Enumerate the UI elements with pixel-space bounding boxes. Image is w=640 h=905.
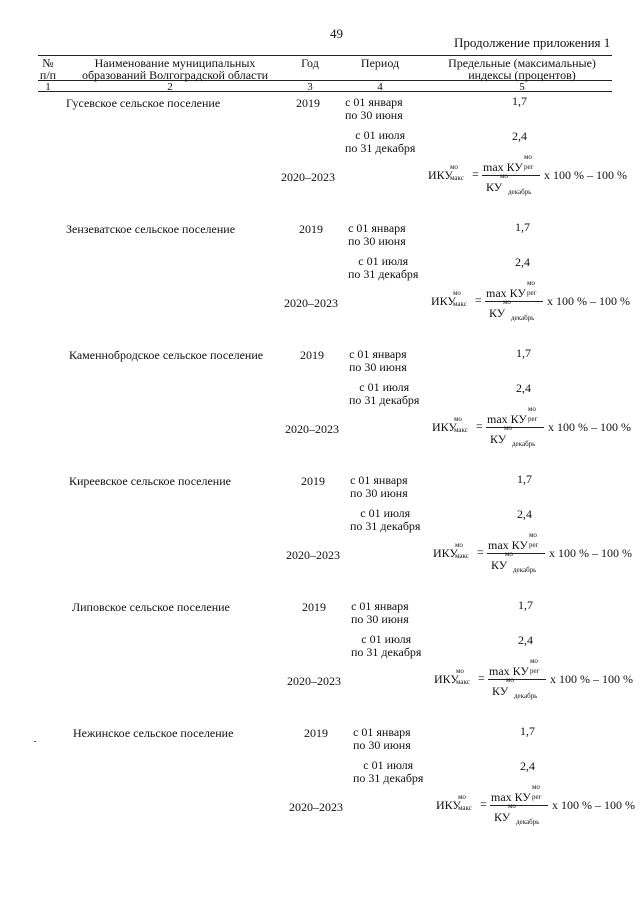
col-number-5: 5	[519, 81, 525, 93]
formula-ikm: ИКУ мо макс	[431, 289, 467, 308]
year-2019: 2019	[296, 96, 320, 110]
year-2020-2023: 2020–2023	[285, 422, 339, 436]
municipality-name: Каменнобродское сельское поселение	[69, 348, 264, 362]
index-value-first-half: 1,7	[517, 472, 532, 486]
formula-tail: х 100 % – 100 %	[544, 168, 627, 182]
period-first-half: с 01 января по 30 июня	[345, 95, 403, 122]
municipality-name: Гусевское сельское поселение	[66, 96, 221, 110]
table-row	[8, 726, 640, 852]
formula-equals: =	[477, 545, 484, 559]
period-second-half: с 01 июля по 31 декабря	[353, 758, 424, 785]
fraction-bar	[485, 301, 543, 302]
header-num: № п/п	[39, 56, 57, 82]
year-2019: 2019	[302, 600, 326, 614]
index-value-second-half: 2,4	[520, 759, 535, 773]
page-number: 49	[330, 26, 343, 41]
municipality-name: Киреевское сельское поселение	[69, 474, 231, 488]
index-value-second-half: 2,4	[518, 633, 533, 647]
header-period: Период	[360, 56, 400, 70]
year-2019: 2019	[300, 348, 324, 362]
formula-denominator: КУ мо декабрь	[489, 298, 535, 322]
period-first-half: с 01 января по 30 июня	[353, 725, 411, 752]
fraction-bar	[482, 175, 540, 176]
col-number-4: 4	[377, 81, 383, 93]
col-number-1: 1	[45, 81, 51, 93]
year-2019: 2019	[304, 726, 328, 740]
formula-denominator: КУ мо декабрь	[490, 424, 536, 448]
year-2019: 2019	[301, 474, 325, 488]
col-number-3: 3	[307, 81, 313, 93]
year-2020-2023: 2020–2023	[289, 800, 343, 814]
formula-numerator: max КУ мо рег	[489, 657, 540, 678]
municipality-name: Зензеватское сельское поселение	[66, 222, 236, 236]
index-value-second-half: 2,4	[516, 381, 531, 395]
table-row	[6, 600, 640, 726]
period-second-half: с 01 июля по 31 декабря	[345, 128, 416, 155]
formula-numerator: max КУ мо рег	[486, 279, 537, 300]
period-first-half: с 01 января по 30 июня	[351, 599, 409, 626]
table-row	[4, 348, 640, 474]
continuation-note: Продолжение приложения 1	[454, 35, 611, 50]
table-row	[5, 474, 640, 600]
municipality-name: Липовское сельское поселение	[72, 600, 230, 614]
period-second-half: с 01 июля по 31 декабря	[348, 254, 419, 281]
formula-denominator: КУ мо декабрь	[492, 676, 538, 700]
formula-ikm: ИКУ мо макс	[432, 415, 468, 434]
formula-ikm: ИКУ мо макс	[434, 667, 470, 686]
fraction-bar	[490, 805, 548, 806]
municipality-name: Нежинское сельское поселение	[73, 726, 234, 740]
year-2020-2023: 2020–2023	[281, 170, 335, 184]
formula-numerator: max КУ мо рег	[491, 783, 542, 804]
header-year: Год	[301, 56, 319, 70]
formula-tail: х 100 % – 100 %	[552, 798, 635, 812]
formula-numerator: max КУ мо рег	[488, 531, 539, 552]
index-value-first-half: 1,7	[515, 220, 530, 234]
formula-tail: х 100 % – 100 %	[547, 294, 630, 308]
index-value-first-half: 1,7	[518, 598, 533, 612]
formula-denominator: КУ мо декабрь	[494, 802, 540, 826]
formula-equals: =	[476, 419, 483, 433]
formula-numerator: max КУ мо рег	[483, 153, 534, 174]
year-2019: 2019	[299, 222, 323, 236]
index-value-second-half: 2,4	[512, 129, 527, 143]
year-2020-2023: 2020–2023	[286, 548, 340, 562]
table-row	[3, 222, 640, 348]
formula-tail: х 100 % – 100 %	[548, 420, 631, 434]
formula-ikm: ИКУ мо макс	[428, 163, 464, 182]
period-first-half: с 01 января по 30 июня	[349, 347, 407, 374]
col-number-2: 2	[167, 81, 173, 93]
fraction-bar	[486, 427, 544, 428]
formula-ikm: ИКУ мо макс	[436, 793, 472, 812]
formula-ikm: ИКУ мо макс	[433, 541, 469, 560]
formula-equals: =	[472, 167, 479, 181]
fraction-bar	[487, 553, 545, 554]
formula-denominator: КУ мо декабрь	[486, 172, 532, 196]
formula-numerator: max КУ мо рег	[487, 405, 538, 426]
header-limit: Предельные (максимальные) индексы (процентов)	[448, 56, 596, 82]
header-name: Наименование муниципальных образований Волгоградской области	[81, 56, 269, 82]
scan-speck	[34, 741, 36, 742]
period-first-half: с 01 января по 30 июня	[350, 473, 408, 500]
year-2020-2023: 2020–2023	[284, 296, 338, 310]
formula-equals: =	[480, 797, 487, 811]
index-value-second-half: 2,4	[515, 255, 530, 269]
index-value-second-half: 2,4	[517, 507, 532, 521]
index-value-first-half: 1,7	[520, 724, 535, 738]
formula-tail: х 100 % – 100 %	[549, 546, 632, 560]
formula-equals: =	[475, 293, 482, 307]
formula-denominator: КУ мо декабрь	[491, 550, 537, 574]
year-2020-2023: 2020–2023	[287, 674, 341, 688]
formula-equals: =	[478, 671, 485, 685]
index-value-first-half: 1,7	[516, 346, 531, 360]
table-row	[0, 96, 640, 222]
period-second-half: с 01 июля по 31 декабря	[349, 380, 420, 407]
period-first-half: с 01 января по 30 июня	[348, 221, 406, 248]
index-value-first-half: 1,7	[512, 94, 527, 108]
formula-tail: х 100 % – 100 %	[550, 672, 633, 686]
period-second-half: с 01 июля по 31 декабря	[350, 506, 421, 533]
period-second-half: с 01 июля по 31 декабря	[351, 632, 422, 659]
fraction-bar	[488, 679, 546, 680]
